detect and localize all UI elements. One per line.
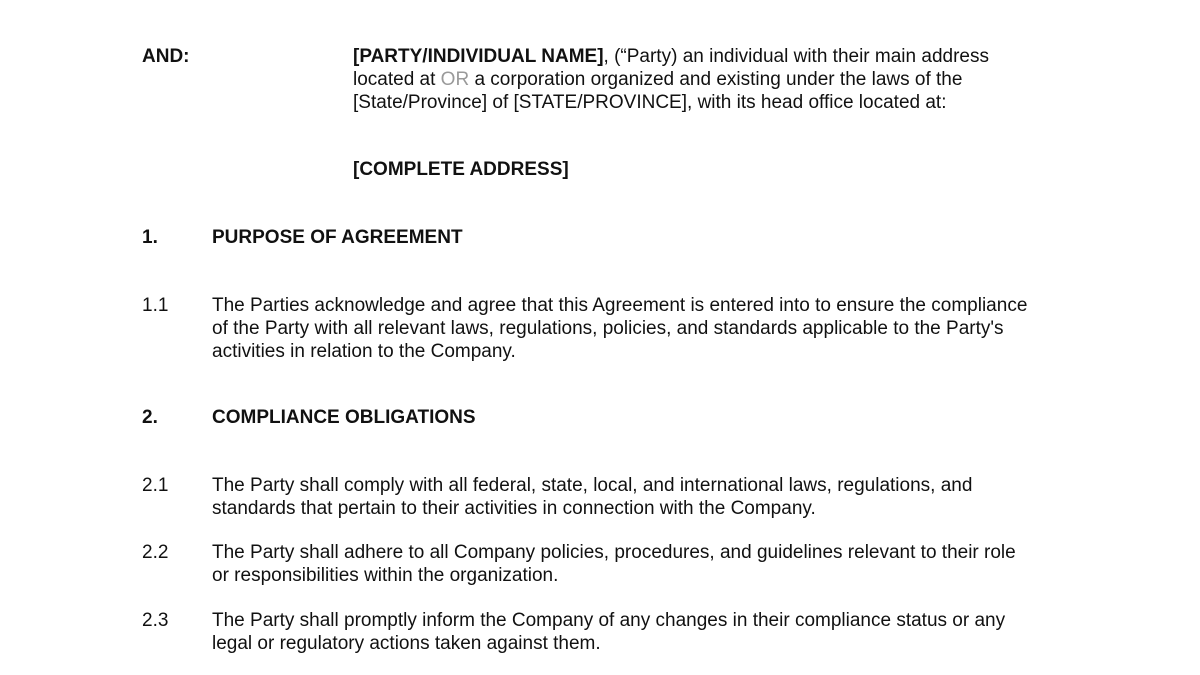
or-separator: OR [440, 69, 470, 90]
clause-number: 1.1 [142, 295, 169, 316]
party-description [353, 45, 1073, 114]
clause-text [212, 294, 1092, 363]
party-label: AND: [142, 46, 190, 67]
section-number: 2. [142, 407, 158, 428]
clause-line: The Party shall adhere to all Company policies, procedures, and guidelines relevant to their role [212, 542, 1016, 563]
clause-line: The Party shall promptly inform the Company of any changes in their compliance status or any [212, 610, 1006, 631]
section-heading: PURPOSE OF AGREEMENT [212, 227, 463, 248]
complete-address-placeholder: [COMPLETE ADDRESS] [353, 159, 569, 180]
party-name-placeholder: [PARTY/INDIVIDUAL NAME] [353, 46, 604, 67]
party-line-3: [State/Province] of [STATE/PROVINCE], with its head office located at: [353, 92, 947, 113]
section-number: 1. [142, 227, 158, 248]
clause-line: The Parties acknowledge and agree that this Agreement is entered into to ensure the compliance [212, 295, 1028, 316]
party-line-1-text: , (“Party) an individual with their main address [603, 46, 989, 67]
clause-number: 2.1 [142, 475, 169, 496]
clause-line: activities in relation to the Company. [212, 341, 516, 362]
clause-number: 2.2 [142, 542, 169, 563]
clause-line: legal or regulatory actions taken against them. [212, 633, 601, 654]
clause-line: of the Party with all relevant laws, regulations, policies, and standards applicable to the Party's [212, 318, 1004, 339]
clause-line: The Party shall comply with all federal, state, local, and international laws, regulations, and [212, 475, 973, 496]
clause-number: 2.3 [142, 610, 169, 631]
clause-text [212, 474, 1092, 520]
clause-line: standards that pertain to their activities in connection with the Company. [212, 498, 816, 519]
party-line-2-text-b: a corporation organized and existing under the laws of the [469, 69, 963, 90]
party-line-2 [353, 68, 1073, 91]
clause-text [212, 609, 1092, 655]
party-line-1 [353, 45, 1073, 68]
clause-line: or responsibilities within the organization. [212, 565, 559, 586]
section-heading: COMPLIANCE OBLIGATIONS [212, 407, 476, 428]
party-line-2-text-a: located at [353, 69, 441, 90]
clause-text [212, 541, 1092, 587]
